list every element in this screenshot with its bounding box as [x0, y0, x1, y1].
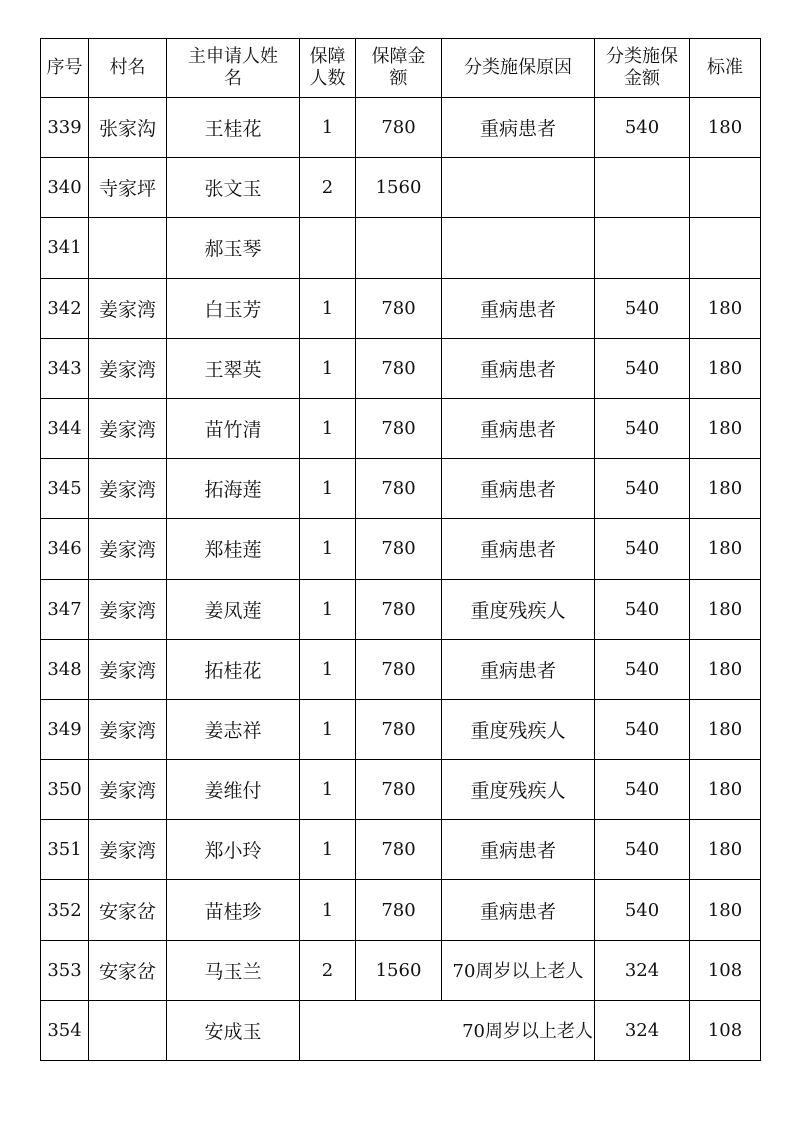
table-row	[41, 579, 761, 639]
cell-amount: 780	[356, 639, 442, 699]
cell-persons: 1	[300, 519, 356, 579]
cell-seq: 351	[41, 820, 89, 880]
header-village: 村名	[89, 39, 167, 98]
cell-amount: 780	[356, 278, 442, 338]
cell-standard: 180	[690, 699, 761, 759]
cell-applicant-name: 郑桂莲	[167, 519, 300, 579]
cell-class-amount	[595, 158, 690, 218]
cell-amount: 1560	[356, 158, 442, 218]
table-row	[41, 940, 761, 1000]
cell-seq: 344	[41, 398, 89, 458]
cell-seq: 349	[41, 699, 89, 759]
cell-seq: 346	[41, 519, 89, 579]
table-row	[41, 820, 761, 880]
cell-persons: 1	[300, 699, 356, 759]
header-persons: 保障人数	[300, 39, 356, 98]
cell-applicant-name: 郑小玲	[167, 820, 300, 880]
cell-reason: 70周岁以上老人	[300, 1000, 595, 1060]
table-row	[41, 98, 761, 158]
cell-reason	[442, 218, 595, 278]
cell-standard: 180	[690, 579, 761, 639]
table-row	[41, 218, 761, 278]
cell-amount: 780	[356, 459, 442, 519]
table-row	[41, 519, 761, 579]
cell-standard: 180	[690, 459, 761, 519]
cell-applicant-name: 郝玉琴	[167, 218, 300, 278]
cell-seq: 342	[41, 278, 89, 338]
cell-persons: 1	[300, 278, 356, 338]
cell-village: 姜家湾	[89, 699, 167, 759]
cell-standard: 180	[690, 398, 761, 458]
cell-applicant-name: 安成玉	[167, 1000, 300, 1060]
cell-class-amount: 540	[595, 278, 690, 338]
header-reason: 分类施保原因	[442, 39, 595, 98]
cell-standard: 180	[690, 278, 761, 338]
cell-seq: 345	[41, 459, 89, 519]
cell-persons: 1	[300, 820, 356, 880]
cell-persons: 1	[300, 880, 356, 940]
header-class-amount: 分类施保金额	[595, 39, 690, 98]
cell-standard: 180	[690, 820, 761, 880]
table-row	[41, 880, 761, 940]
table-row	[41, 760, 761, 820]
table-row	[41, 278, 761, 338]
cell-class-amount: 324	[595, 940, 690, 1000]
cell-class-amount: 540	[595, 519, 690, 579]
cell-standard: 180	[690, 519, 761, 579]
relief-roster-table	[40, 38, 761, 1061]
cell-village: 寺家坪	[89, 158, 167, 218]
cell-class-amount: 540	[595, 398, 690, 458]
cell-class-amount: 540	[595, 459, 690, 519]
cell-amount: 780	[356, 579, 442, 639]
cell-seq: 340	[41, 158, 89, 218]
header-seq: 序号	[41, 39, 89, 98]
cell-applicant-name: 张文玉	[167, 158, 300, 218]
cell-reason: 重度残疾人	[442, 699, 595, 759]
cell-village: 姜家湾	[89, 459, 167, 519]
cell-amount: 1560	[356, 940, 442, 1000]
cell-persons: 2	[300, 158, 356, 218]
cell-amount: 780	[356, 338, 442, 398]
header-amount: 保障金额	[356, 39, 442, 98]
cell-applicant-name: 马玉兰	[167, 940, 300, 1000]
cell-class-amount: 540	[595, 820, 690, 880]
cell-standard: 108	[690, 1000, 761, 1060]
cell-reason: 重病患者	[442, 278, 595, 338]
cell-class-amount: 540	[595, 338, 690, 398]
cell-amount	[356, 218, 442, 278]
cell-village: 姜家湾	[89, 639, 167, 699]
cell-standard: 180	[690, 639, 761, 699]
cell-class-amount: 540	[595, 639, 690, 699]
cell-amount: 780	[356, 880, 442, 940]
table-row	[41, 338, 761, 398]
cell-reason: 重病患者	[442, 459, 595, 519]
cell-amount: 780	[356, 519, 442, 579]
cell-village: 姜家湾	[89, 519, 167, 579]
cell-applicant-name: 王翠英	[167, 338, 300, 398]
cell-applicant-name: 姜维付	[167, 760, 300, 820]
cell-persons: 1	[300, 579, 356, 639]
cell-village: 姜家湾	[89, 398, 167, 458]
cell-class-amount: 540	[595, 98, 690, 158]
cell-class-amount: 540	[595, 579, 690, 639]
cell-village	[89, 218, 167, 278]
cell-reason	[442, 158, 595, 218]
cell-standard: 108	[690, 940, 761, 1000]
cell-standard	[690, 218, 761, 278]
cell-seq: 354	[41, 1000, 89, 1060]
cell-amount: 780	[356, 98, 442, 158]
table-row	[41, 699, 761, 759]
cell-applicant-name: 姜志祥	[167, 699, 300, 759]
cell-class-amount: 324	[595, 1000, 690, 1060]
table-row	[41, 639, 761, 699]
cell-reason: 重病患者	[442, 338, 595, 398]
cell-standard: 180	[690, 880, 761, 940]
cell-seq: 352	[41, 880, 89, 940]
cell-seq: 348	[41, 639, 89, 699]
cell-persons: 1	[300, 338, 356, 398]
cell-village: 姜家湾	[89, 338, 167, 398]
cell-seq: 350	[41, 760, 89, 820]
cell-seq: 341	[41, 218, 89, 278]
cell-village: 安家岔	[89, 940, 167, 1000]
cell-village: 张家沟	[89, 98, 167, 158]
cell-seq: 353	[41, 940, 89, 1000]
cell-class-amount: 540	[595, 760, 690, 820]
cell-reason: 重病患者	[442, 398, 595, 458]
cell-reason: 重病患者	[442, 880, 595, 940]
cell-reason: 重度残疾人	[442, 579, 595, 639]
cell-persons: 1	[300, 639, 356, 699]
cell-reason: 重病患者	[442, 519, 595, 579]
cell-persons: 1	[300, 459, 356, 519]
header-standard: 标准	[690, 39, 761, 98]
cell-seq: 343	[41, 338, 89, 398]
table-row	[41, 158, 761, 218]
cell-amount: 780	[356, 820, 442, 880]
cell-applicant-name: 拓海莲	[167, 459, 300, 519]
cell-standard: 180	[690, 98, 761, 158]
cell-amount: 780	[356, 699, 442, 759]
cell-village: 安家岔	[89, 880, 167, 940]
cell-standard: 180	[690, 760, 761, 820]
cell-class-amount: 540	[595, 880, 690, 940]
cell-standard	[690, 158, 761, 218]
cell-village: 姜家湾	[89, 760, 167, 820]
cell-applicant-name: 苗竹清	[167, 398, 300, 458]
cell-reason: 重病患者	[442, 820, 595, 880]
cell-village: 姜家湾	[89, 278, 167, 338]
cell-village: 姜家湾	[89, 820, 167, 880]
cell-reason: 重病患者	[442, 98, 595, 158]
cell-amount: 780	[356, 760, 442, 820]
cell-persons: 1	[300, 398, 356, 458]
cell-seq: 339	[41, 98, 89, 158]
cell-reason: 70周岁以上老人	[442, 940, 595, 1000]
cell-persons: 2	[300, 940, 356, 1000]
cell-applicant-name: 拓桂花	[167, 639, 300, 699]
cell-applicant-name: 姜凤莲	[167, 579, 300, 639]
cell-persons	[300, 218, 356, 278]
cell-standard: 180	[690, 338, 761, 398]
header-applicant: 主申请人姓名	[167, 39, 300, 98]
cell-applicant-name: 王桂花	[167, 98, 300, 158]
cell-village: 姜家湾	[89, 579, 167, 639]
cell-applicant-name: 白玉芳	[167, 278, 300, 338]
cell-persons: 1	[300, 760, 356, 820]
cell-persons: 1	[300, 98, 356, 158]
cell-applicant-name: 苗桂珍	[167, 880, 300, 940]
cell-amount: 780	[356, 398, 442, 458]
cell-village	[89, 1000, 167, 1060]
cell-class-amount	[595, 218, 690, 278]
cell-reason: 重病患者	[442, 639, 595, 699]
cell-reason: 重度残疾人	[442, 760, 595, 820]
table-row	[41, 398, 761, 458]
header-row	[41, 39, 761, 98]
cell-seq: 347	[41, 579, 89, 639]
table-row	[41, 459, 761, 519]
table-row	[41, 1000, 761, 1060]
cell-class-amount: 540	[595, 699, 690, 759]
